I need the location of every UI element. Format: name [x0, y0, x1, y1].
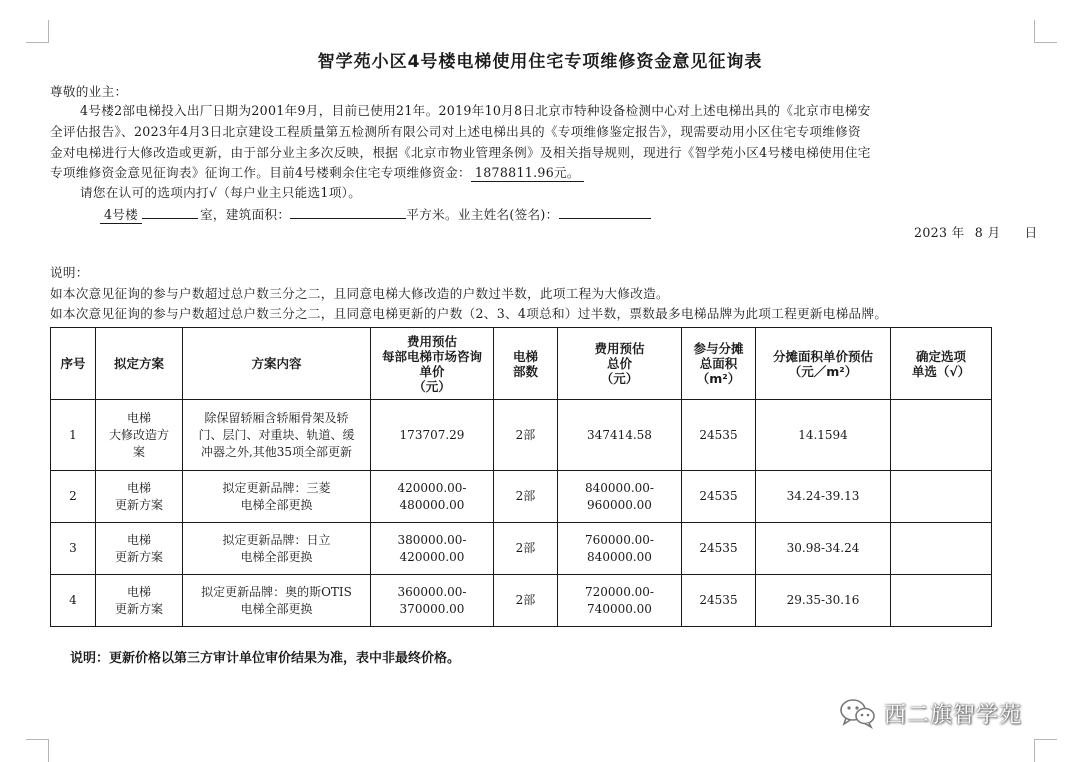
row-area: 24535: [682, 575, 756, 627]
area-field[interactable]: [290, 218, 406, 219]
row-per-area: 34.24-39.13: [756, 471, 891, 523]
date-year: 2023: [914, 225, 948, 240]
page-corner-mark: [26, 20, 49, 43]
room-number-field[interactable]: [142, 218, 198, 219]
choice-cell[interactable]: [891, 471, 992, 523]
intro-line: 金对电梯进行大修改造或更新，由于部分业主多次反映，根据《北京市物业管理条例》及相关指导规则，现进行《智学苑小区4号楼电梯使用住宅: [50, 145, 871, 160]
row-total: 347414.58: [558, 400, 682, 471]
row-unit-price: 173707.29: [371, 400, 494, 471]
note-line: 如本次意见征询的参与户数超过总户数三分之二，且同意电梯大修改造的户数过半数，此项工程为大修改造。: [50, 286, 669, 301]
row-no: 3: [51, 523, 96, 575]
notes-heading: 说明：: [50, 265, 89, 280]
footnote: 说明：更新价格以第三方审计单位审价结果为准，表中非最终价格。: [70, 651, 461, 666]
row-plan: 电梯 更新方案: [96, 523, 183, 575]
document-title: 智学苑小区4号楼电梯使用住宅专项维修资金意见征询表: [317, 52, 763, 72]
row-content: 拟定更新品牌：奥的斯OTIS 电梯全部更换: [183, 575, 371, 627]
row-unit-price: 360000.00- 370000.00: [371, 575, 494, 627]
table-row: [51, 523, 992, 575]
row-content: 拟定更新品牌：日立 电梯全部更换: [183, 523, 371, 575]
date-line: [914, 222, 1038, 241]
intro-line: 专项维修资金意见征询表》征询工作。目前4号楼剩余住宅专项维修资金：: [50, 165, 471, 180]
row-count: 2部: [494, 523, 558, 575]
row-count: 2部: [494, 575, 558, 627]
note-line: 如本次意见征询的参与户数超过总户数三分之二，且同意电梯更新的户数（2、3、4项总和）过半数，票数最多电梯品牌为此项工程更新电梯品牌。: [50, 306, 888, 321]
table-header-row: [51, 328, 992, 400]
row-per-area: 30.98-34.24: [756, 523, 891, 575]
row-plan: 电梯 大修改造方 案: [96, 400, 183, 471]
choice-cell[interactable]: [891, 575, 992, 627]
row-no: 2: [51, 471, 96, 523]
header-choice: 确定选项 单选（√）: [891, 328, 992, 400]
options-table: [50, 327, 992, 627]
row-area: 24535: [682, 523, 756, 575]
table-row: [51, 400, 992, 471]
wechat-icon: [838, 697, 878, 729]
row-no: 1: [51, 400, 96, 471]
area-label: 平方米。业主姓名(签名)：: [406, 207, 559, 222]
choice-cell[interactable]: [891, 400, 992, 471]
table-row: [51, 575, 992, 627]
row-total: 760000.00- 840000.00: [558, 523, 682, 575]
page-corner-mark: [26, 739, 49, 762]
owner-info-line: [100, 204, 651, 224]
header-elevator-count: 电梯 部数: [494, 328, 558, 400]
row-plan: 电梯 更新方案: [96, 575, 183, 627]
row-content: 拟定更新品牌：三菱 电梯全部更换: [183, 471, 371, 523]
watermark-text: 西二旗智学苑: [884, 702, 1023, 728]
row-content: 除保留轿厢含轿厢骨架及轿 门、层门、对重块、轨道、缓 冲器之外,其他35项全部更新: [183, 400, 371, 471]
row-total: 840000.00- 960000.00: [558, 471, 682, 523]
header-no: 序号: [51, 328, 96, 400]
date-month-label: 月: [987, 225, 1001, 240]
row-area: 24535: [682, 400, 756, 471]
row-per-area: 29.35-30.16: [756, 575, 891, 627]
page-corner-mark: [1034, 739, 1057, 762]
date-day-label: 日: [1024, 225, 1038, 240]
header-total: 费用预估 总价 （元）: [558, 328, 682, 400]
date-month: 8: [974, 225, 984, 240]
header-area: 参与分摊 总面积 （m²）: [682, 328, 756, 400]
row-area: 24535: [682, 471, 756, 523]
header-per-area: 分摊面积单价预估 （元／m²）: [756, 328, 891, 400]
signature-field[interactable]: [559, 218, 651, 219]
row-count: 2部: [494, 471, 558, 523]
header-unit-price: 费用预估 每部电梯市场咨询 单价 （元）: [371, 328, 494, 400]
page-corner-mark: [1034, 20, 1057, 43]
remaining-fund: 1878811.96元。: [471, 162, 584, 182]
header-content: 方案内容: [183, 328, 371, 400]
table-row: [51, 471, 992, 523]
intro-line-fund: [50, 162, 584, 182]
intro-line: 4号楼2部电梯投入出厂日期为2001年9月，目前已使用21年。2019年10月8日北京市特种设备检测中心对上述电梯出具的《北京市电梯安: [80, 103, 871, 118]
header-plan: 拟定方案: [96, 328, 183, 400]
watermark: [838, 697, 1022, 729]
choice-cell[interactable]: [891, 523, 992, 575]
date-year-label: 年: [951, 225, 965, 240]
row-unit-price: 380000.00- 420000.00: [371, 523, 494, 575]
room-label: 室，建筑面积：: [200, 207, 291, 222]
row-plan: 电梯 更新方案: [96, 471, 183, 523]
building-number: 4号楼: [100, 204, 142, 224]
row-count: 2部: [494, 400, 558, 471]
instruction: 请您在认可的选项内打√（每户业主只能选1项）。: [80, 185, 362, 200]
greeting: 尊敬的业主：: [50, 84, 128, 99]
row-no: 4: [51, 575, 96, 627]
intro-line: 全评估报告》、2023年4月3日北京建设工程质量第五检测所有限公司对上述电梯出具的《专项维修鉴定报告》，现需要动用小区住宅专项维修资: [50, 124, 861, 139]
row-unit-price: 420000.00- 480000.00: [371, 471, 494, 523]
row-per-area: 14.1594: [756, 400, 891, 471]
row-total: 720000.00- 740000.00: [558, 575, 682, 627]
